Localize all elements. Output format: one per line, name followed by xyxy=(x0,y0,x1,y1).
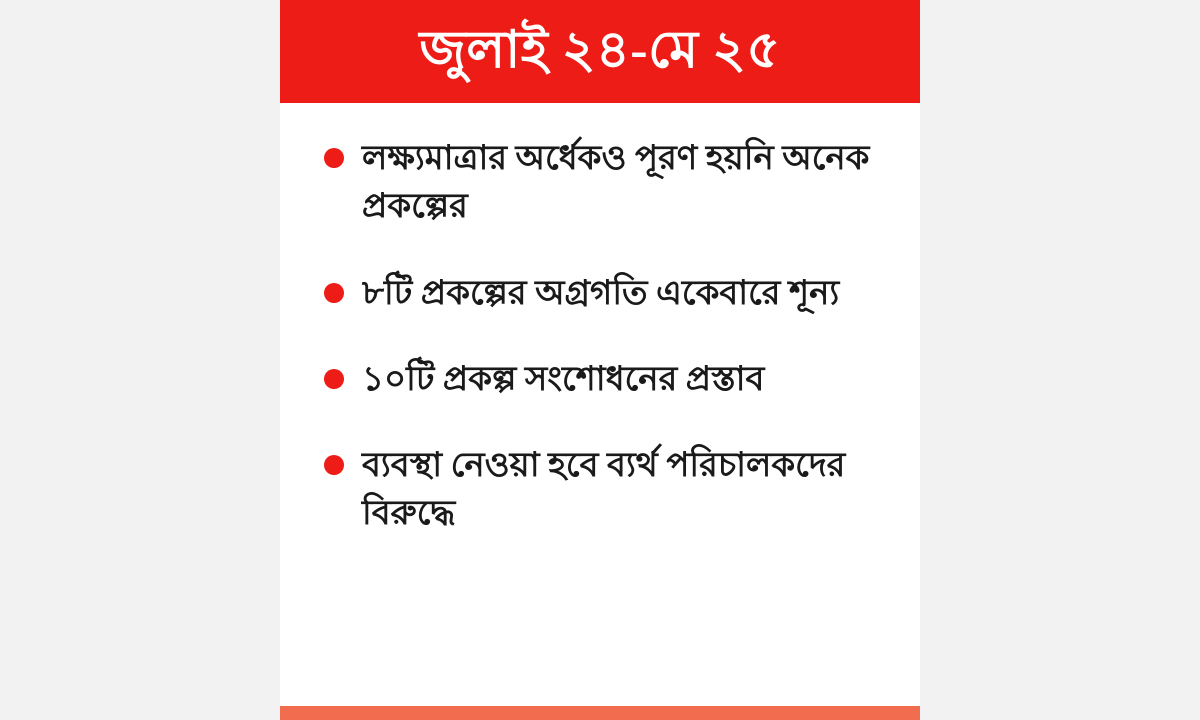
bullet-dot-icon xyxy=(324,455,344,475)
page-title: জুলাই ২৪-মে ২৫ xyxy=(419,22,781,80)
list-item xyxy=(324,442,876,539)
infographic-card xyxy=(280,0,920,720)
list-item xyxy=(324,356,876,404)
card-footer-bar xyxy=(280,706,920,720)
list-item-label: ১০টি প্রকল্প সংশোধনের প্রস্তাব xyxy=(362,360,765,398)
list-item xyxy=(324,270,876,318)
bullet-dot-icon xyxy=(324,283,344,303)
bullet-dot-icon xyxy=(324,148,344,168)
bullet-list xyxy=(324,135,876,539)
card-header xyxy=(280,0,920,103)
list-item-label: ৮টি প্রকল্পের অগ্রগতি একেবারে শূন্য xyxy=(362,274,840,312)
card-body xyxy=(280,103,920,539)
list-item-label: ব্যবস্থা নেওয়া হবে ব্যর্থ পরিচালকদের বিরুদ্ধে xyxy=(362,447,846,533)
list-item-label: লক্ষ্যমাত্রার অর্ধেকও পূরণ হয়নি অনেক প্রকল্পের xyxy=(362,140,870,226)
bullet-dot-icon xyxy=(324,369,344,389)
list-item xyxy=(324,135,876,232)
